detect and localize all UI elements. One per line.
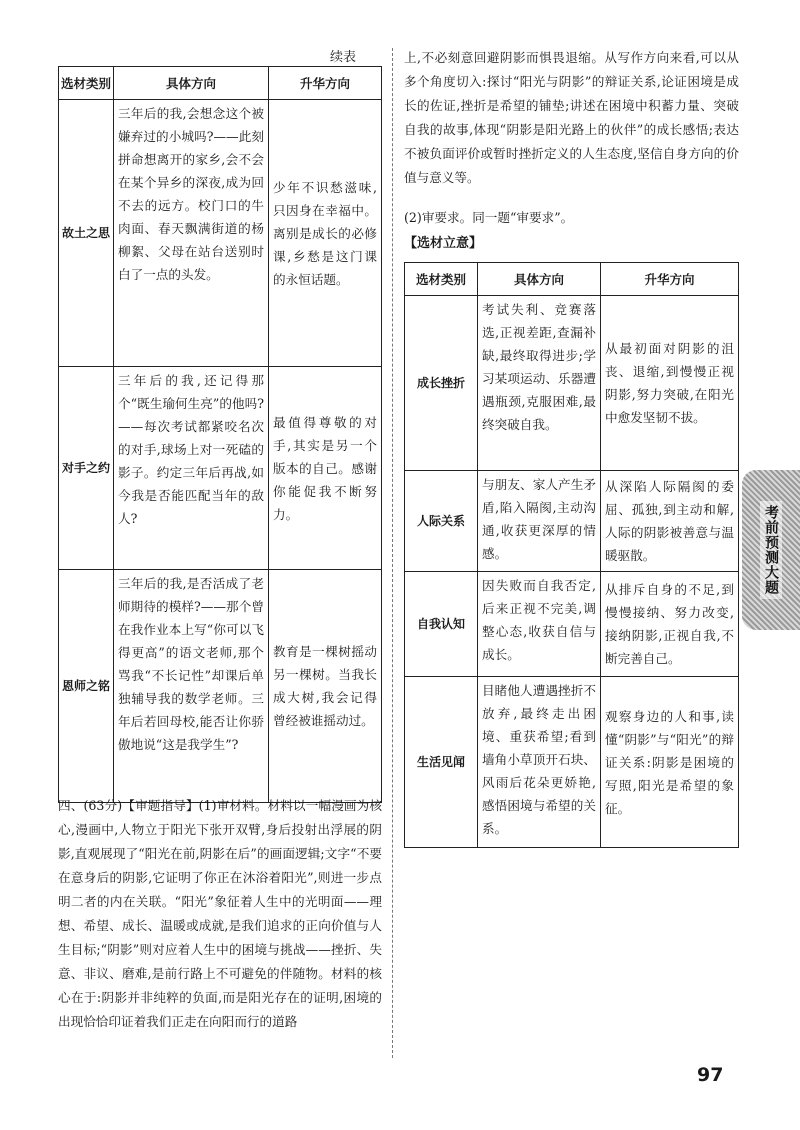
row-direction: 三年后的我,会想念这个被嫌弃过的小城吗?——此刻拼命想离开的家乡,会不会在某个异乡的深夜,成为回不去的远方。校门口的牛肉面、春天飘满街道的杨柳絮、父母在站台送别时白了一点的头发。: [114, 100, 269, 367]
left-topic-table: [58, 66, 382, 803]
table-row: [405, 677, 739, 848]
table-row: [59, 570, 382, 803]
page-number: 97: [697, 1064, 724, 1086]
row-category: 恩师之铭: [59, 570, 114, 803]
table-row: [405, 471, 739, 572]
table-row: [59, 100, 382, 367]
row-elevation: 从最初面对阴影的沮丧、退缩,到慢慢正视阴影,努力突破,在阳光中愈发坚韧不拔。: [601, 296, 739, 471]
row-elevation: 从排斥自身的不足,到慢慢接纳、努力改变,接纳阴影,正视自我,不断完善自己。: [601, 572, 739, 677]
table-header-row: [405, 263, 739, 296]
section-label: 【选材立意】: [404, 236, 483, 251]
row-elevation: 最值得尊敬的对手,其实是另一个版本的自己。感谢你能促我不断努力。: [269, 367, 382, 570]
table-row: [405, 296, 739, 471]
header-category: 选材类别: [405, 263, 478, 296]
requirement-line: (2)审要求。同一题“审要求”。: [404, 210, 574, 225]
row-category: 自我认知: [405, 572, 478, 677]
row-category: 成长挫折: [405, 296, 478, 471]
header-direction: 具体方向: [478, 263, 601, 296]
row-category: 故土之思: [59, 100, 114, 367]
row-elevation: 教育是一棵树摇动另一棵树。当我长成大树,我会记得曾经被谁摇动过。: [269, 570, 382, 803]
row-elevation: 观察身边的人和事,读懂“阴影”与“阳光”的辩证关系:阴影是困境的写照,阳光是希望的象征。: [601, 677, 739, 848]
header-elevation: 升华方向: [269, 67, 382, 100]
row-direction: 三年后的我,是否活成了老师期待的模样?——那个曾在我作业本上写“你可以飞得更高”的语文老师,那个骂我“不长记性”却课后单独辅导我的数学老师。三年后若回母校,能否让你骄傲地说“这是我学生”?: [114, 570, 269, 803]
side-tab-label: 考前预测大题: [760, 501, 782, 599]
column-divider: [392, 48, 393, 1058]
table-row: [405, 572, 739, 677]
row-direction: 与朋友、家人产生矛盾,陷入隔阂,主动沟通,收获更深厚的情感。: [478, 471, 601, 572]
row-category: 人际关系: [405, 471, 478, 572]
table-row: [59, 367, 382, 570]
analysis-paragraph-right: 上,不必刻意回避阴影而惧畏退缩。从写作方向来看,可以从多个角度切入:探讨“阳光与阴影”的辩证关系,论证困境是成长的佐证,挫折是希望的铺垫;讲述在困境中积蓄力量、突破自我的故事,体现“阴影是阳光路上的伙伴”的成长感悟;表达不被负面评价或暂时挫折定义的人生态度,坚信自身方向的价值与意义等。: [404, 50, 739, 185]
row-category: 生活见闻: [405, 677, 478, 848]
row-direction: 目睹他人遭遇挫折不放弃,最终走出困境、重获希望;看到墙角小草顶开石块、风雨后花朵更娇艳,感悟困境与希望的关系。: [478, 677, 601, 848]
analysis-paragraph-left: 四、(63分)【审题指导】(1)审材料。材料以一幅漫画为核心,漫画中,人物立于阳光下张开双臂,身后投射出浮展的阴影,直观展现了“阳光在前,阴影在后”的画面逻辑;文字“不要在意身后的阴影,它证明了你正在沐浴着阳光”,则进一步点明二者的内在关联。“阳光”象征着人生中的光明面——理想、希望、成长、温暖或成就,是我们追求的正向价值与人生目标;“阴影”则对应着人生中的困境与挑战——挫折、失意、非议、磨难,是前行路上不可避免的伴随物。材料的核心在于:阴影并非纯粹的负面,而是阳光存在的证明,困境的出现恰恰印证着我们正走在向阳而行的道路: [58, 798, 382, 1029]
row-elevation: 从深陷人际隔阂的委屈、孤独,到主动和解,人际的阴影被善意与温暖驱散。: [601, 471, 739, 572]
row-category: 对手之约: [59, 367, 114, 570]
row-elevation: 少年不识愁滋味,只因身在幸福中。离别是成长的必修课,乡愁是这门课的永恒话题。: [269, 100, 382, 367]
row-direction: 三年后的我,还记得那个“既生瑜何生亮”的他吗?——每次考试都紧咬名次的对手,球场上对一死磕的影子。约定三年后再战,如今我是否能匹配当年的敌人?: [114, 367, 269, 570]
right-topic-table: [404, 262, 739, 848]
table-header-row: [59, 67, 382, 100]
row-direction: 因失败而自我否定,后来正视不完美,调整心态,收获自信与成长。: [478, 572, 601, 677]
chapter-side-tab: [742, 470, 800, 630]
header-category: 选材类别: [59, 67, 114, 100]
row-direction: 考试失利、竞赛落选,正视差距,查漏补缺,最终取得进步;学习某项运动、乐器遭遇瓶颈,克服困难,最终突破自我。: [478, 296, 601, 471]
continued-label: 续表: [330, 50, 357, 65]
header-direction: 具体方向: [114, 67, 269, 100]
header-elevation: 升华方向: [601, 263, 739, 296]
